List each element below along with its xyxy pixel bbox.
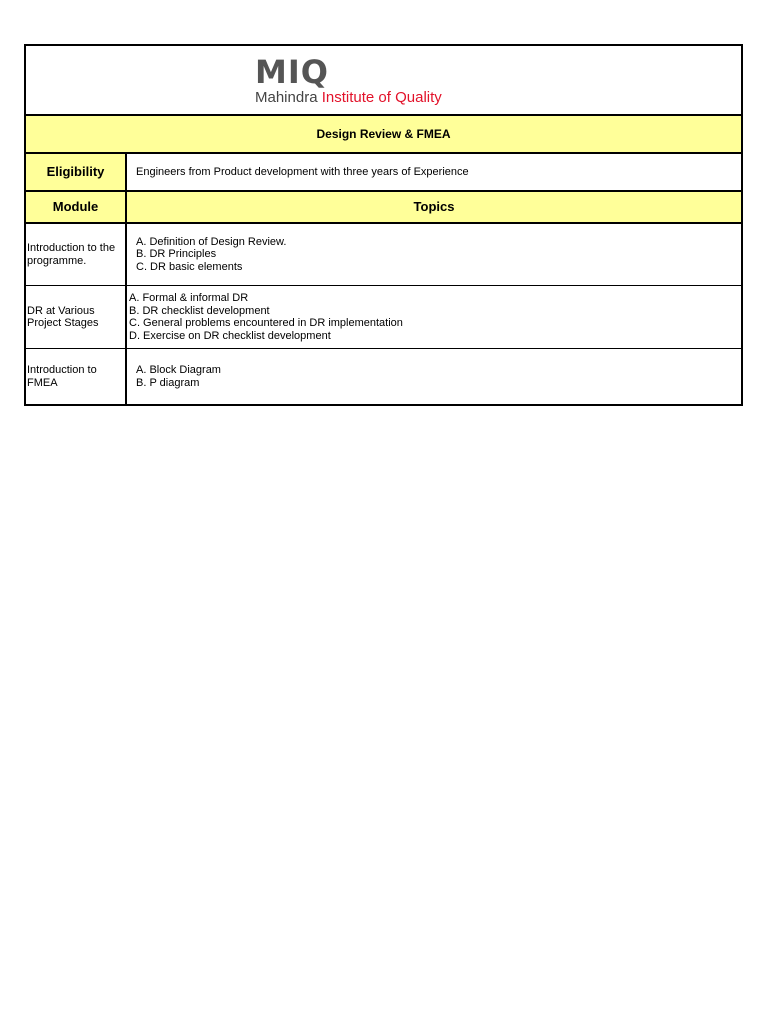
topic-item: A. Definition of Design Review. bbox=[136, 235, 287, 248]
eligibility-value-text: Engineers from Product development with three years of Experience bbox=[136, 165, 469, 178]
module-name-line: programme. bbox=[27, 254, 87, 267]
topic-item: B. P diagram bbox=[136, 376, 200, 389]
logo-brand-name: Mahindra bbox=[255, 89, 318, 106]
topic-item: C. General problems encountered in DR implementation bbox=[129, 317, 403, 329]
eligibility-label bbox=[26, 154, 125, 190]
course-title bbox=[26, 116, 741, 152]
topic-item: A. Block Diagram bbox=[136, 364, 221, 376]
topics-header bbox=[127, 192, 741, 222]
eligibility-value bbox=[127, 154, 741, 190]
topic-item: A. Formal & informal DR bbox=[129, 292, 249, 304]
topic-item: D. Exercise on DR checklist development bbox=[129, 329, 331, 342]
column-divider bbox=[125, 154, 127, 404]
module-name-line: FMEA bbox=[27, 376, 58, 389]
course-title-text: Design Review & FMEA bbox=[316, 127, 451, 141]
module-name bbox=[26, 224, 125, 285]
eligibility-label-text: Eligibility bbox=[46, 163, 105, 179]
topics-header-text: Topics bbox=[413, 198, 455, 214]
miq-logo-mark bbox=[255, 53, 329, 91]
module-name-line: Introduction to the bbox=[27, 242, 116, 254]
topic-item: C. DR basic elements bbox=[136, 260, 243, 273]
course-outline-table bbox=[24, 44, 743, 406]
module-topics bbox=[127, 224, 741, 285]
module-name bbox=[26, 286, 125, 348]
miq-logo bbox=[253, 53, 485, 108]
logo-row bbox=[26, 46, 741, 114]
logo-wordmark bbox=[255, 90, 442, 106]
module-name-line: Introduction to bbox=[27, 364, 97, 376]
module-name-line: Project Stages bbox=[27, 317, 99, 329]
module-topics bbox=[127, 349, 741, 404]
module-name bbox=[26, 349, 125, 404]
module-topics bbox=[127, 286, 741, 348]
topic-item: B. DR checklist development bbox=[129, 304, 270, 317]
module-name-line: DR at Various bbox=[27, 304, 95, 317]
logo-institute-name: Institute of Quality bbox=[321, 89, 442, 106]
topic-item: B. DR Principles bbox=[136, 248, 217, 261]
logo-mark-text: MIQ bbox=[255, 53, 329, 91]
module-header-text: Module bbox=[52, 198, 99, 214]
module-header bbox=[26, 192, 125, 222]
